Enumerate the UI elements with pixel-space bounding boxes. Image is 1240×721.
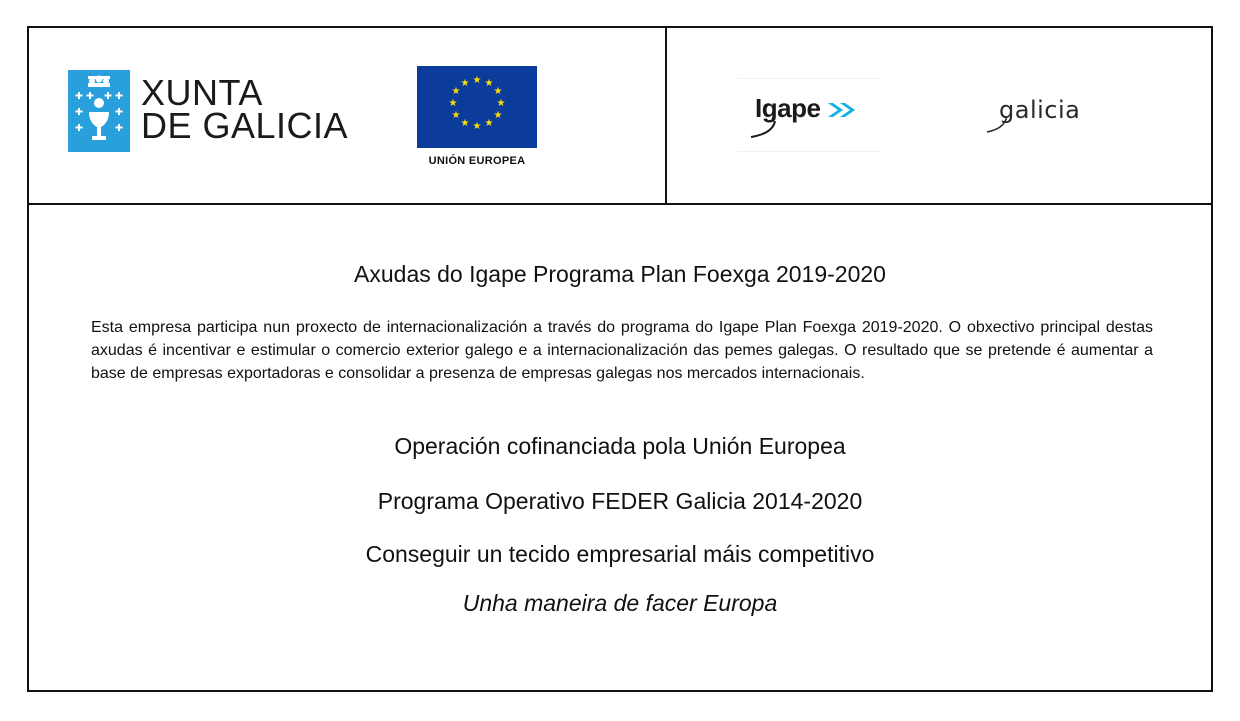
svg-text:★: ★ [460, 118, 470, 129]
header-divider [665, 28, 667, 203]
logo-header [29, 28, 1211, 205]
description-paragraph: Esta empresa participa nun proxecto de internacionalización a través do programa do Igape Plan Foexga 2019-2020. O obxectivo principal destas axudas é incentivar e estimular o comercio exterior galego e a internacionalización das pemes galegas. O resultado que se pretende é aumentar a base de empresas exportadoras e consolidar a presenza de empresas galegas nos mercados internacionais. [91, 319, 1153, 382]
svg-text:★: ★ [493, 110, 503, 121]
xunta-coat-of-arms-icon [68, 70, 130, 152]
goal-line: Conseguir un tecido empresarial máis competitivo [365, 541, 875, 567]
svg-text:★: ★ [484, 118, 494, 129]
igape-swash-icon [749, 119, 779, 139]
european-union-logo [417, 66, 537, 167]
programme-heading: Axudas do Igape Programa Plan Foexga 2019-2020 [354, 261, 886, 287]
igape-logo [737, 78, 881, 152]
xunta-line2: DE GALICIA [141, 105, 349, 146]
xunta-wordmark [141, 72, 349, 146]
galicia-wordmark: galicia [999, 96, 1081, 124]
programme-line: Programa Operativo FEDER Galicia 2014-2020 [377, 488, 863, 514]
eu-flag-icon [417, 66, 537, 148]
svg-text:★: ★ [493, 86, 503, 97]
slogan-line: Unha maneira de facer Europa [462, 590, 778, 616]
svg-text:★: ★ [451, 86, 461, 97]
svg-text:★: ★ [496, 98, 506, 109]
svg-text:★: ★ [451, 110, 461, 121]
xunta-line1: XUNTA [141, 72, 263, 113]
cofinanced-line: Operación cofinanciada pola Unión Europea [394, 433, 846, 459]
igape-chevron-icon [826, 101, 868, 119]
galicia-swash-icon [985, 114, 1011, 134]
eu-label: UNIÓN EUROPEA [428, 155, 526, 167]
galicia-logo [985, 96, 1095, 136]
poster-frame [27, 26, 1213, 692]
svg-text:★: ★ [484, 78, 494, 89]
igape-wordmark: Igape [755, 93, 821, 123]
svg-text:★: ★ [472, 121, 482, 132]
svg-text:★: ★ [448, 98, 458, 109]
svg-text:★: ★ [472, 75, 482, 86]
svg-text:★: ★ [460, 78, 470, 89]
